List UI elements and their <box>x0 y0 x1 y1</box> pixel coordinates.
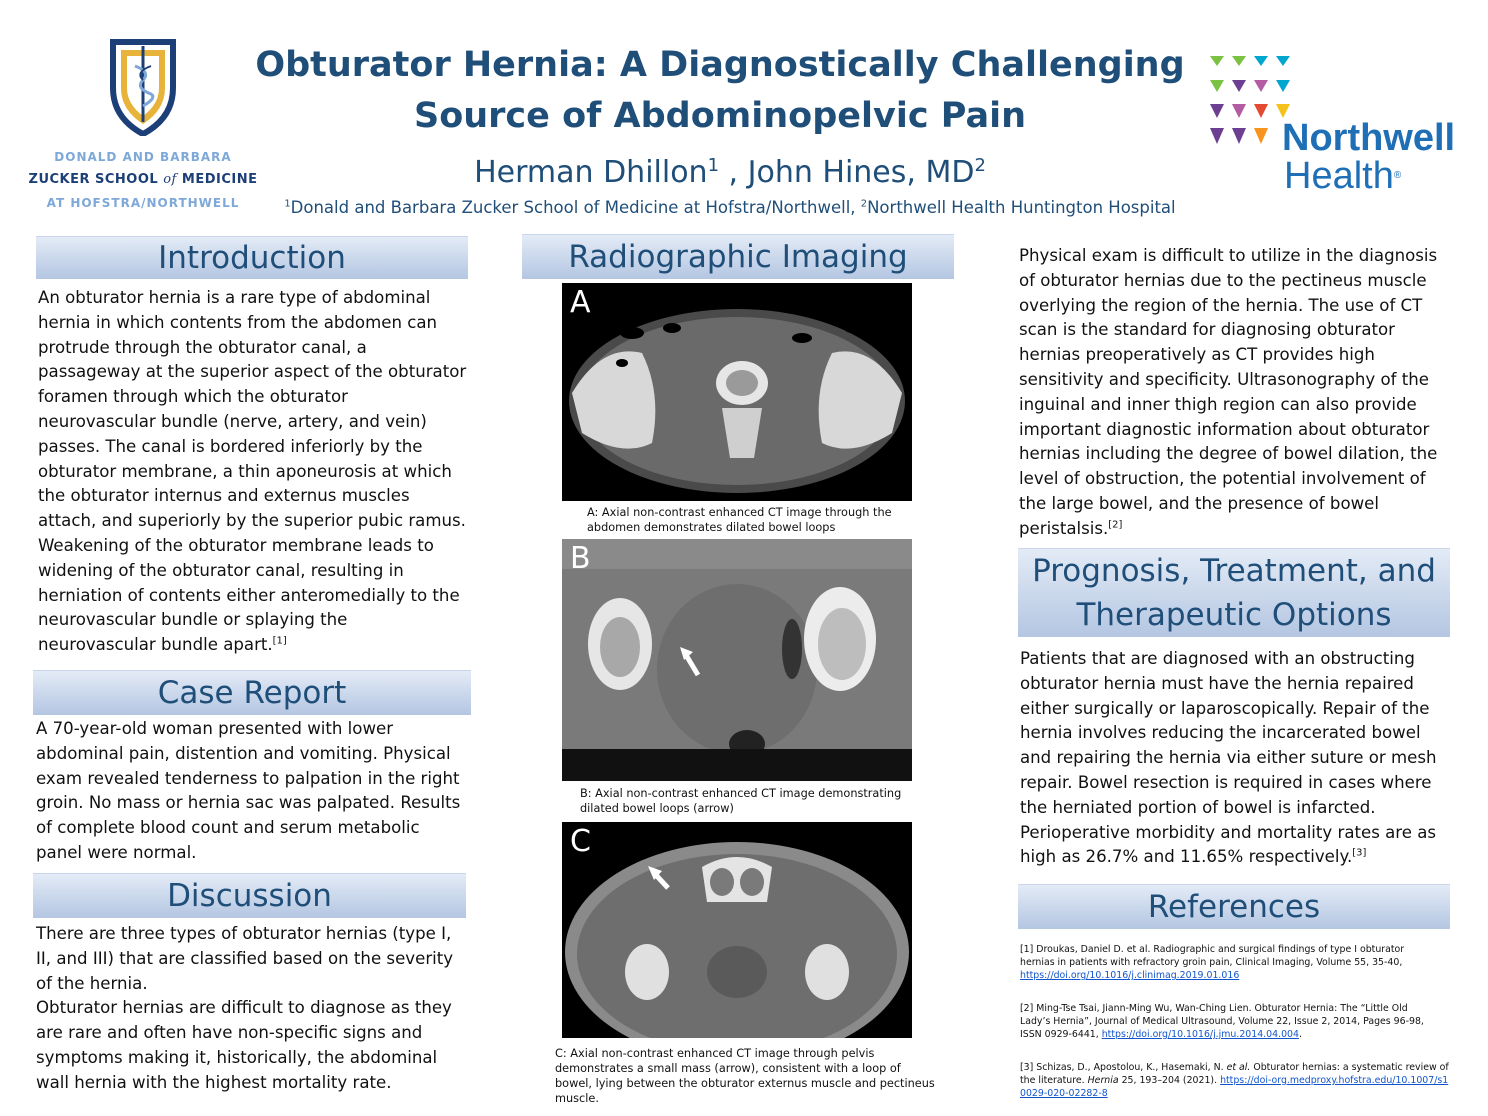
northwell-logo <box>1206 50 1476 200</box>
panel-label-c: C <box>570 824 591 859</box>
case-report-heading: Case Report <box>33 670 471 715</box>
reference-1-link[interactable]: https://doi.org/10.1016/j.clinimag.2019.01.016 <box>1020 970 1240 981</box>
reference-3: [3] Schizas, D., Apostolou, K., Hasemaki, N. et al. Obturator hernias: a systematic review of the literature. Hernia 25, 193–204 (2021). https://doi-org.medproxy.hofstra.edu/10.1007/s10029-020-02282-8 <box>1020 1062 1449 1099</box>
health-wordmark: Health® <box>1284 155 1402 197</box>
poster-title: Obturator Hernia: A Diagnostically Challenging Source of Abdominopelvic Pain <box>255 45 1185 136</box>
case-report-text: A 70-year-old woman presented with lower abdominal pain, distention and vomiting. Physical exam revealed tenderness to palpation in the right groin. No mass or hernia sac was palpated. Results of complete blood count and serum metabolic panel were normal. <box>36 719 461 862</box>
affiliations: $^1$Donald and Barbara Zucker School of Medicine at Hofstra/Northwell, $^2$Northwell Health Huntington Hospital <box>284 198 1176 217</box>
ct-image-b <box>562 539 912 781</box>
panel-label-b: B <box>570 541 591 576</box>
reference-1: [1] Droukas, Daniel D. et al. Radiographic and surgical findings of type I obturator hernias in patients with refractory groin pain, Clinical Imaging, Volume 55, 35-40, https://doi.org/10.1016/j.clinimag.2019.01.016 <box>1020 944 1405 981</box>
caption-b: B: Axial non-contrast enhanced CT image demonstrating dilated bowel loops (arrow) <box>580 787 902 815</box>
reference-2: [2] Ming-Tse Tsai, Jiann-Ming Wu, Wan-Ching Lien. Obturator Hernia: The “Little Old Lady’s Hernia”, Journal of Medical Ultrasound, Volume 22, Issue 2, 2014, Pages 96-98, ISSN 0929-6441, https://doi.org/10.1016/j.jmu.2014.04.004. <box>1020 1003 1424 1040</box>
authors: Herman Dhillon$^1$ , John Hines, $MD^2$ <box>474 155 986 190</box>
school-name-line3: AT HOFSTRA/NORTHWELL <box>46 196 240 210</box>
prognosis-heading: Prognosis, Treatment, and Therapeutic Options <box>1018 548 1450 637</box>
discussion-text: There are three types of obturator hernias (type I, II, and III) that are classified based on the severity of the hernia. Obturator hernias are difficult to diagnose as they are rare and often have non-specific signs and symptoms making it, historically, the abdominal wall hernia with the highest mortality rate. <box>36 924 454 1092</box>
introduction-text: An obturator hernia is a rare type of abdominal hernia in which contents from the abdomen can protrude through the obturator canal, a passageway at the superior aspect of the obturator foramen through which the obturator neurovascular bundle (nerve, artery, and vein) passes. The canal is bordered inferiorly by the obturator membrane, a thin aponeurosis at which the obturator internus and externus muscles attach, and superiorly by the superior pubic ramus. Weakening of the obturator membrane leads to widening of the obturator canal, resulting in herniation of contents either anteromedially to the neurovascular bundle or splaying the neurovascular bundle apart.[1] <box>38 288 467 655</box>
caduceus-shield-icon <box>107 36 179 136</box>
references-heading: References <box>1018 884 1450 929</box>
school-name-line1: DONALD AND BARBARA <box>54 150 232 164</box>
school-name-line2: ZUCKER SCHOOL of MEDICINE <box>28 172 258 187</box>
caption-c: C: Axial non-contrast enhanced CT image through pelvis demonstrates a small mass (arrow), consistent with a loop of bowel, lying between the obturator externus muscle and pectineus muscle. <box>555 1047 935 1105</box>
caption-a: A: Axial non-contrast enhanced CT image through the abdomen demonstrates dilated bowel loops <box>587 506 892 534</box>
ct-image-a <box>562 283 912 501</box>
physical-exam-text: Physical exam is difficult to utilize in the diagnosis of obturator hernias due to the pectineus muscle overlying the region of the hernia. The use of CT scan is the standard for diagnosing obturator hernias preoperatively as CT provides high sensitivity and specificity. Ultrasonography of the inguinal and inner thigh region can also provide important diagnostic information about obturator hernias including the degree of bowel dilation, the level of obstruction, the potential involvement of the large bowel, and the presence of bowel peristalsis.[2] <box>1019 246 1438 538</box>
reference-2-link[interactable]: https://doi.org/10.1016/j.jmu.2014.04.004 <box>1101 1029 1299 1040</box>
imaging-heading: Radiographic Imaging <box>522 234 954 279</box>
discussion-heading: Discussion <box>33 873 466 918</box>
school-logo <box>28 36 258 216</box>
reference-3-link[interactable]: https://doi-org.medproxy.hofstra.edu/10.1007/s10029-020-02282-8 <box>1020 1075 1449 1099</box>
ct-image-c <box>562 822 912 1038</box>
prognosis-text: Patients that are diagnosed with an obstructing obturator hernia must have the hernia repaired either surgically or laparoscopically. Repair of the hernia involves reducing the incarcerated bowel and repairing the hernia via either suture or mesh repair. Bowel resection is required in cases where the herniated portion of bowel is infarcted. Perioperative morbidity and mortality rates are as high as 26.7% and 11.65% respectively.[3] <box>1020 649 1437 867</box>
introduction-heading: Introduction <box>36 236 468 279</box>
panel-label-a: A <box>570 285 591 320</box>
northwell-wordmark: Northwell <box>1282 117 1456 159</box>
